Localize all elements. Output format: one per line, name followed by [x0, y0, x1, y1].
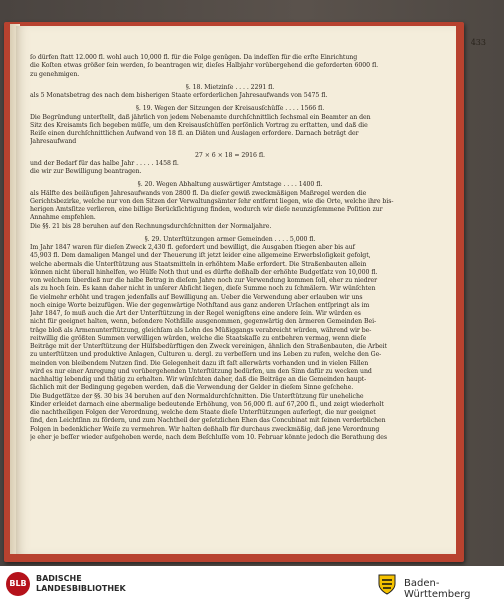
- text-line: nicht für geeignet halten, wenn, beſondere Nothfälle ausgenommen, gegenwärtig den ärmeren Gemeinden Bei-: [30, 318, 377, 326]
- text-line: welche abermals die Unterſtützung aus Staatsmitteln in erhöhtem Maße erfordert. Die Straßenbauten allein: [30, 260, 367, 268]
- text-line: Gerichtsbezirke, welche nur von den Sitzen der Verwaltungsämter ſehr entfernt liegen, wie die Orte, welche ihre bis-: [30, 197, 394, 205]
- text-line: Die §§. 21 bis 28 beruhen auf den Rechnungsdurchſchnitten der Normaljahre.: [30, 222, 272, 230]
- text-line: Kinder erleidet darnach eine abermalige bedeutende Erhöhung, von 56,000 fl. auf 67,200 fl., und zeigt wiederholt: [30, 400, 384, 408]
- text-line: von welchem überdieß nur die halbe Betrag in dieſem Jahre noch zur Verwendung kommen ſoll, eher zu niedrer: [30, 277, 378, 284]
- text-line: zu unterſtützen und produktive Anlagen, Culturen u. dergl. zu verbeſſern und ins Leben zu rufen, welche den Ge-: [30, 351, 382, 359]
- text-line: als Hälfte des beiläufigen Jahresaufwands von 2800 fl. Da dieſer gewiß zweckmäßigen Maßregel werden die: [30, 189, 367, 197]
- text-line: Jahr 1847, ſo muß auch die Art der Unterſtützung in der Regel wenigſtens eine andere ſein. Wir würden es: [30, 310, 361, 317]
- text-line: nachhaltig lebendig und thätig zu erhalten. Wir wünſchten daher, daß die Beiträge an die Gemeinden haupt-: [30, 376, 367, 383]
- text-line: §. 20. Wegen Abhaltung auswärtiger Amtstage . . . . 1400 fl.: [137, 181, 323, 189]
- text-line: als 5 Monatsbetrag des nach dem bisherigen Staate erforderlichen Jahresaufwands von 5475 fl.: [30, 92, 328, 99]
- text-line: zu genehmigen.: [30, 70, 80, 78]
- text-line: noch einige Worte beizufügen. Wie der gegenwärtige Nothſtand aus ganz anderen Urſachen entſpringt als im: [30, 301, 370, 309]
- text-line: Die Begründung unterſtellt, daß jährlich von jedem Nebenamte durchſchnittlich ſechsmal ein Beamter an den: [30, 113, 371, 121]
- text-line: 45,903 fl. Dem damaligen Mangel und der Theuerung iſt jetzt leider eine allgemeine Erwerbsloſigkeit gefolgt,: [30, 252, 371, 260]
- text-line: ſie vielmehr erhöht und tragen jedenfalls auf Bewilligung an. Ueber die Verwendung aber erlauben wir uns: [30, 293, 363, 301]
- text-line: herigen Amtsſitze verlieren, eine billige Berückſichtigung finden, wodurch wir dieſe neunzigſemmene Poſition zur: [30, 206, 383, 213]
- library-name[interactable]: [36, 574, 126, 594]
- text-line: §. 18. Mietzinſe . . . . 2291 fl.: [185, 83, 275, 91]
- text-line: Beiträge mit der Unterſtützung der Hülfsbedürftigen den Zweck vereinigen, ähnlich den Straßenbauten, die Arbeit: [30, 343, 387, 350]
- text-line: Folgen in bedenklicher Weiſe zu vermehren. Wir halten deßhalb für durchaus zweckmäßig, daß jene Verordnung: [30, 425, 380, 433]
- text-line: §. 29. Unterſtützungen armer Gemeinden . . . . 5,000 fl.: [144, 235, 316, 243]
- text-line: wird es nur einer Anregung und vorübergehenden Unterſtützung bedürfen, um den Sinn dafür zu wecken und: [30, 367, 372, 375]
- text-line: ſächlich mit der Bedingung gegeben werden, daß die Verwendung der Gelder in dieſem Sinne geſchehe.: [30, 384, 354, 392]
- text-line: können nicht überall hinhelfen, wo Hülfe Noth thut und es dürfte deßhalb der erhöhte Budgetſatz von 10,000 fl.: [30, 268, 378, 276]
- state-name[interactable]: Baden-Württemberg: [404, 578, 471, 600]
- text-line: ſind, den Leichtſinn zu fördern, und zum Nachtheil der geſetzlichen Ehen das Concubinat mit ſeinen verderblichen: [30, 417, 386, 425]
- text-line: Jahresaufwand: [30, 138, 77, 146]
- text-line: ſo dürfen ſtatt 12.000 fl. wohl auch 10,000 fl. für die Folge genügen. Da indeſſen für die erſte Einrichtung: [30, 54, 358, 61]
- text-line: die Koſten etwas größer ſein werden, ſo beantragen wir, dieſes Halbjahr vorübergehend die geforderten 6000 fl.: [30, 62, 379, 70]
- text-line: Sitz des Kreisamts ſich begeben müſſe, um den Kreisausſchüſſen perſönlich Vortrag zu erſtatten, und daß die: [30, 121, 368, 129]
- library-name-line2: LANDESBIBLIOTHEK: [36, 584, 126, 593]
- text-line: Die Budgetſätze der §§. 30 bis 34 beruhen auf den Normaldurchſchnitten. Die Unterſtützung für uneheliche: [30, 392, 364, 400]
- text-line: als zu hoch ſein. Es kann daher nicht in unſerer Abſicht liegen, dieſe Summe noch zu ſchmälern. Wir wünſchten: [30, 285, 376, 293]
- text-line: je eher je beſſer wieder aufgehoben werde, nach dem Beſchluſſe vom 10. Februar könnte jedoch die Berathung des: [30, 433, 387, 441]
- text-line: die nachtheiligen Folgen der Verordnung, welche dem Staate dieſe Unterſtützungen auferlegt, die nur geeignet: [30, 409, 376, 416]
- baden-wuerttemberg-coat-of-arms-icon[interactable]: [377, 573, 397, 595]
- text-line: träge bloß als Armenunterſtützung, gleichſam als Lohn des Müßiggangs verabreicht würden, während wir be-: [30, 326, 372, 334]
- text-line: meinden von bleibendem Nutzen ſind. Die Gelegenheit dazu iſt faſt allerwärts vorhanden und in vielen Fällen: [30, 359, 369, 367]
- text-line: Reiſe einen durchſchnittlichen Aufwand von 18 fl. an Diäten und Auslagen erfordere. Darnach beträgt der: [30, 130, 359, 137]
- text-line: reitwillig die größten Summen verwilligen würden, welche die Staatskaſſe zu entbehren vermag, wenn dieſe: [30, 334, 367, 342]
- text-line: Annahme empfehlen.: [30, 214, 96, 222]
- text-line: Im Jahr 1847 waren für dieſen Zweck 2,430 fl. gefordert und bewilligt, die Ausgaben ſtiegen aber bis auf: [30, 244, 355, 251]
- page-text: [30, 54, 430, 442]
- footer-bar: [0, 566, 504, 601]
- blb-logo-icon[interactable]: BLB: [6, 572, 30, 596]
- page-number: 433: [470, 38, 486, 47]
- text-line: und der Bedarf für das halbe Jahr . . . . . 1458 fl.: [30, 159, 179, 167]
- text-line: §. 19. Wegen der Sitzungen der Kreisausſchüſſe . . . . 1566 fl.: [135, 105, 325, 113]
- text-line: 27 × 6 × 18 = 2916 fl.: [195, 151, 265, 159]
- library-name-line1: BADISCHE: [36, 574, 82, 583]
- text-line: die wir zur Bewilligung beantragen.: [30, 168, 142, 175]
